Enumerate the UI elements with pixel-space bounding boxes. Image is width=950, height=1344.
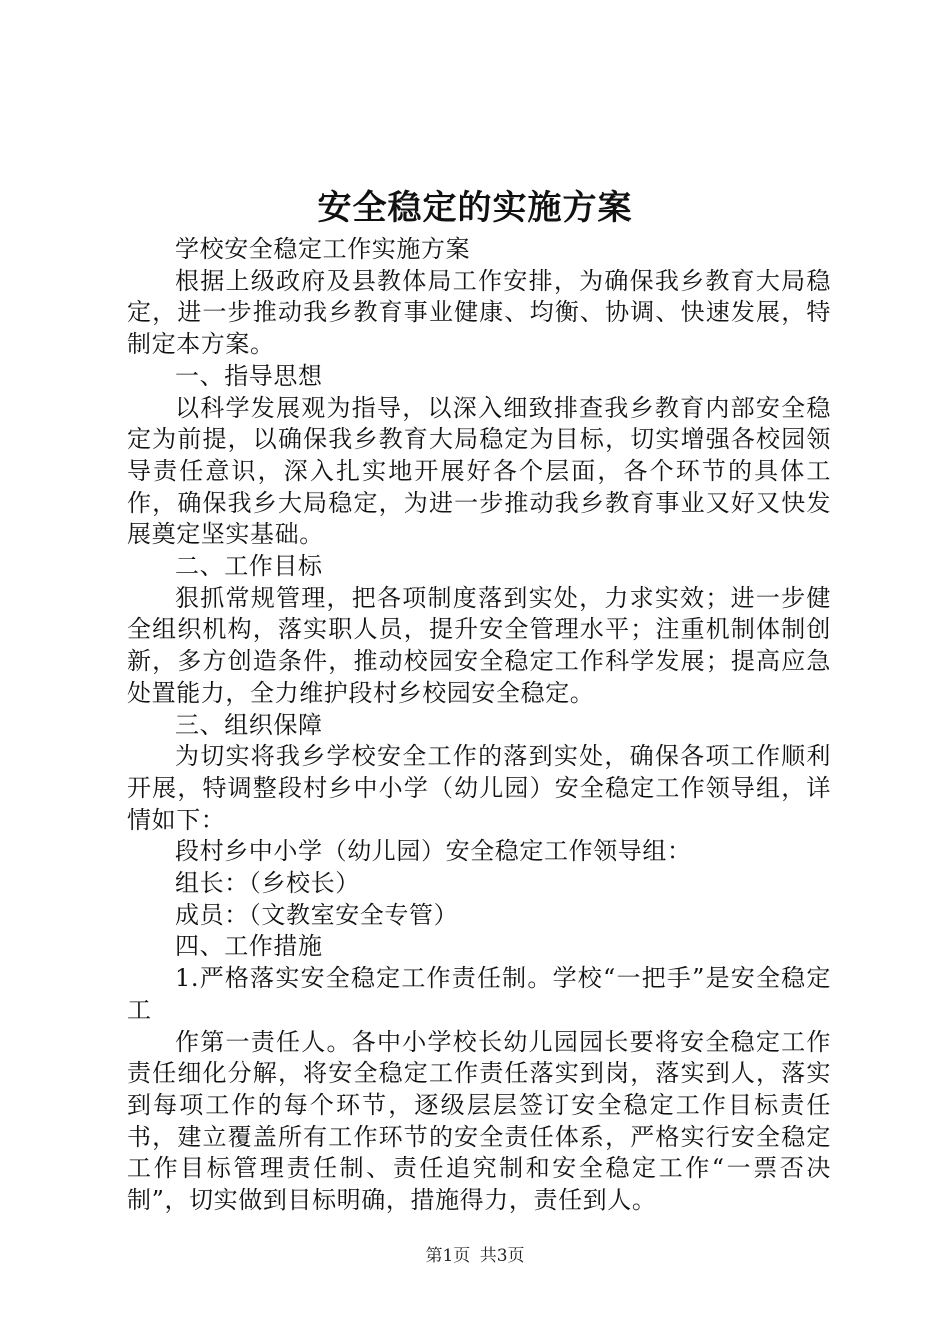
paragraph-subtitle: 学校安全稳定工作实施方案: [175, 235, 471, 263]
paragraph-work-goals: 狠抓常规管理，把各项制度落到实处，力求实效；进一步健全组织机构，落实职人员，提升安全管理水平；注重机制体制创新，多方创造条件，推动校园安全稳定工作科学发展；提高应急处置能力，全力维护段村乡校园安全稳定。: [127, 583, 831, 707]
page-total: 共3页: [479, 1246, 525, 1266]
paragraph-measure-1-start: 1.严格落实安全稳定工作责任制。学校“一把手”是安全稳定工: [127, 964, 831, 1024]
section-heading-guiding-thought: 一、指导思想: [175, 361, 323, 390]
paragraph-group-members: 成员：（文教室安全专管）: [175, 900, 459, 929]
section-heading-organization: 三、组织保障: [175, 710, 323, 739]
paragraph-guiding-thought: 以科学发展观为指导，以深入细致排查我乡教育内部安全稳定为前提，以确保我乡教育大局稳定为目标，切实增强各校园领导责任意识，深入扎实地开展好各个层面，各个环节的具体工作，确保我乡大局稳定，为进一步推动我乡教育事业又好又快发展奠定坚实基础。: [127, 393, 831, 549]
section-heading-work-goals: 二、工作目标: [175, 552, 323, 581]
page-number: 第1页: [425, 1246, 471, 1266]
paragraph-organization: 为切实将我乡学校安全工作的落到实处，确保各项工作顺利开展，特调整段村乡中小学（幼儿园）安全稳定工作领导组，详情如下：: [127, 742, 831, 834]
section-heading-measures: 四、工作措施: [175, 932, 323, 961]
paragraph-leadership-group: 段村乡中小学（幼儿园）安全稳定工作领导组：: [175, 837, 692, 866]
document-title: 安全稳定的实施方案: [317, 188, 633, 228]
paragraph-measure-1-body: 作第一责任人。各中小学校长幼儿园园长要将安全稳定工作责任细化分解，将安全稳定工作责任落实到岗，落实到人，落实到每项工作的每个环节，逐级层层签订安全稳定工作目标责任书，建立覆盖所有工作环节的安全责任体系，严格实行安全稳定工作目标管理责任制、责任追究制和安全稳定工作“一票否决制”，切实做到目标明确，措施得力，责任到人。: [127, 1027, 831, 1215]
paragraph-intro: 根据上级政府及县教体局工作安排，为确保我乡教育大局稳定，进一步推动我乡教育事业健康、均衡、协调、快速发展，特制定本方案。: [127, 266, 831, 359]
page-footer: [0, 1244, 950, 1268]
paragraph-group-leader: 组长：（乡校长）: [175, 869, 360, 898]
document-body: [127, 234, 831, 1217]
